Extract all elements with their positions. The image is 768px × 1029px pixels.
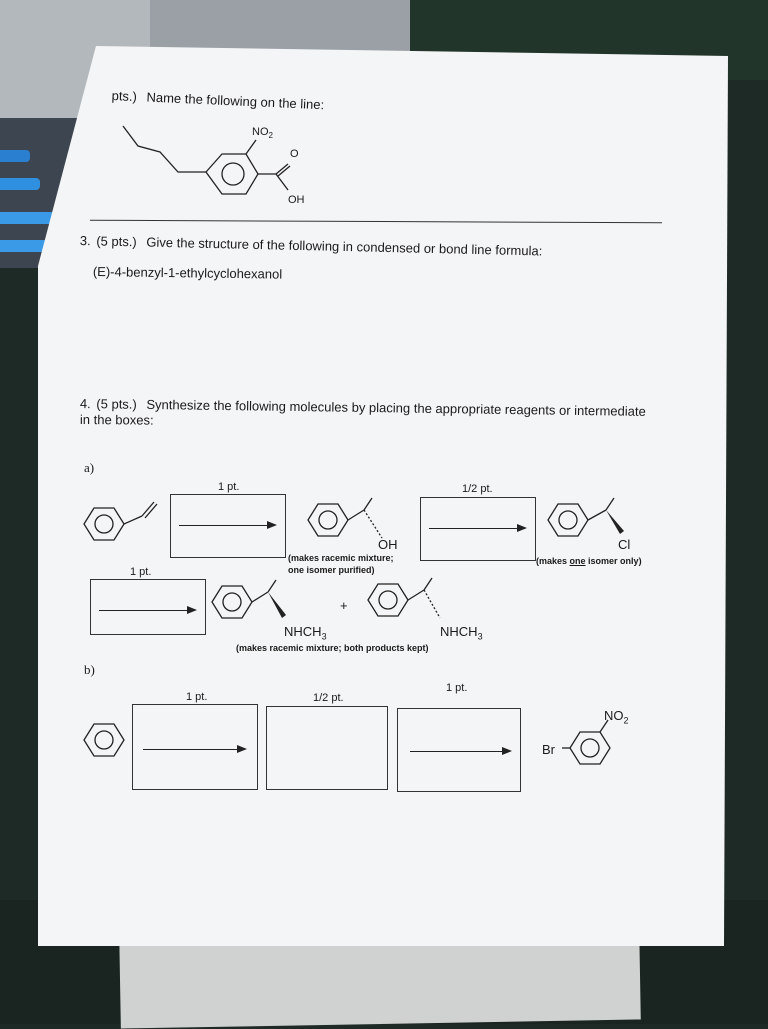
q4-points: (5 pts.) [96, 396, 137, 412]
amine-structure-1 [210, 580, 300, 630]
alcohol-methyl [364, 498, 372, 510]
alcohol-bond [348, 510, 364, 520]
amine-1-ring-circle [223, 593, 241, 611]
benzene-ring-circle [95, 731, 113, 749]
q2-no2-bond [246, 140, 256, 154]
product-ring [570, 732, 610, 764]
nhch3-label-2: $NHCH_3$ [440, 624, 483, 642]
product-ring-circle [581, 739, 599, 757]
reaction-arrow [143, 749, 245, 750]
styrene-bond [124, 516, 142, 524]
part-a-label: a) [84, 460, 95, 475]
plus-sign: + [340, 598, 348, 613]
amine-2-methyl [424, 578, 432, 590]
a-reagent-box-2[interactable] [420, 497, 536, 561]
b-intermediate-box[interactable] [266, 706, 388, 790]
a-box3-points: 1 pt. [130, 566, 152, 578]
q3-compound-name: (E)-4-benzyl-1-ethylcyclohexanol [92, 264, 283, 282]
styrene-ring-circle [95, 515, 113, 533]
no2-label: $NO_2$ [604, 708, 629, 726]
styrene-structure [82, 504, 162, 544]
amine-1-bond [252, 592, 268, 602]
b-reagent-box-1[interactable] [132, 704, 258, 790]
b-box1-points: 1 pt. [186, 691, 208, 703]
q2-instruction: Name the following on the line: [146, 89, 325, 113]
alcohol-ring-circle [319, 511, 337, 529]
oh-label: OH [378, 537, 398, 552]
q2-ring-circle [222, 163, 244, 185]
a-reagent-box-3[interactable] [90, 579, 206, 635]
benzene-structure [82, 722, 132, 762]
q3-number: 3. [79, 233, 91, 249]
note-both-products: (makes racemic mixture; both products kept) [236, 643, 429, 653]
amine-1-ring [212, 586, 252, 618]
chloride-ring-circle [559, 511, 577, 529]
product-structure [562, 722, 622, 772]
cl-label: Cl [618, 537, 631, 552]
reaction-arrow [99, 610, 195, 611]
a-box2-points: 1/2 pt. [462, 483, 493, 495]
amine-2-ring-circle [379, 591, 397, 609]
q2-oh-label: OH [288, 194, 305, 206]
reaction-arrow [179, 525, 275, 526]
q3-instruction: Give the structure of the following in condensed or bond line formula: [146, 234, 543, 259]
b-box3-points: 1 pt. [446, 682, 468, 694]
q4-number: 4. [79, 396, 91, 412]
br-label: Br [542, 742, 555, 757]
alcohol-hashed-bond [364, 510, 382, 538]
b-box2-points: 1/2 pt. [313, 692, 344, 704]
part-b-label: b) [84, 662, 95, 677]
chloride-wedge-bond [606, 510, 624, 534]
amine-2-ring [368, 584, 408, 616]
q2-alkyl-chain [123, 126, 206, 172]
background-pencil [0, 178, 40, 190]
a-reagent-box-1[interactable] [170, 494, 286, 558]
q3-points: (5 pts.) [96, 233, 137, 250]
q4-instruction-line2: in the boxes: [79, 412, 154, 428]
styrene-ring [84, 508, 124, 540]
amine-2-hashed-bond [424, 590, 440, 618]
alcohol-ring [308, 504, 348, 536]
benzene-ring [84, 724, 124, 756]
note-one-isomer: (makes one isomer only) [536, 556, 642, 566]
amine-structure-2 [366, 578, 456, 628]
nhch3-label-1: $NHCH_3$ [284, 624, 327, 642]
b-reagent-box-2[interactable] [397, 708, 521, 792]
q4-instruction: Synthesize the following molecules by placing the appropriate reagents or intermediate [146, 396, 646, 419]
q2-no2-label: $NO_2$ [252, 126, 273, 141]
amine-2-bond [408, 590, 424, 600]
background-pencil [0, 150, 30, 162]
q2-benzene-ring [206, 154, 258, 194]
amine-1-methyl [268, 580, 276, 592]
reaction-arrow [410, 751, 510, 752]
reaction-arrow [429, 528, 525, 529]
q2-oh-bond [276, 174, 288, 190]
amine-1-wedge-bond [268, 592, 286, 618]
a-box1-points: 1 pt. [218, 481, 240, 493]
chloride-ring [548, 504, 588, 536]
q2-prefix: pts.) [111, 88, 138, 105]
q2-o-label: O [290, 148, 299, 160]
note-racemic-purified-1: (makes racemic mixture; [288, 553, 394, 563]
chloride-bond [588, 510, 606, 520]
chloride-methyl [606, 498, 614, 510]
note-racemic-purified-2: one isomer purified) [288, 565, 375, 575]
